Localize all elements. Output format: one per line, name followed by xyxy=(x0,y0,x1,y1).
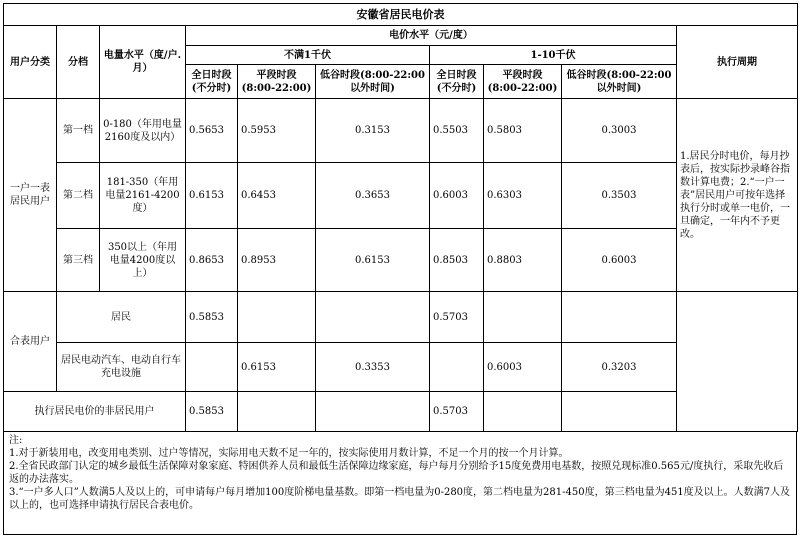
price-cell: 0.6453 xyxy=(238,163,316,229)
non-resident-name: 执行居民电价的非居民用户 xyxy=(4,392,186,432)
price-cell: 0.5703 xyxy=(430,392,484,432)
price-cell: 0.5703 xyxy=(430,292,484,343)
table-row xyxy=(4,292,798,343)
note-item: 3.“一户多人口”人数满5人及以上的，可申请每户每月增加100度阶梯电量基数。即第一档电量为0-280度，第二档电量为281-450度，第三档电量为451度及以上。人数满7人及以上的，也可选择申请执行居民合表电价。 xyxy=(9,487,791,511)
price-cell: 0.3003 xyxy=(562,99,677,163)
price-cell: 0.6003 xyxy=(562,229,677,292)
price-cell xyxy=(562,392,677,432)
header-voltage-low: 不满1千伏 xyxy=(186,46,430,65)
price-cell: 0.5653 xyxy=(186,99,238,163)
price-cell xyxy=(562,292,677,343)
price-cell: 0.6153 xyxy=(238,343,316,392)
price-cell: 0.8953 xyxy=(238,229,316,292)
header-cycle: 执行周期 xyxy=(677,26,798,99)
price-cell: 0.8653 xyxy=(186,229,238,292)
tier-name: 第一档 xyxy=(57,99,100,163)
notes-heading: 注: xyxy=(9,435,23,446)
page-title: 安徽省居民电价表 xyxy=(4,4,798,26)
table-row xyxy=(4,99,798,163)
price-cell xyxy=(186,343,238,392)
row-name: 居民 xyxy=(57,292,186,343)
tier-range: 350以上（年用电量4200度以上） xyxy=(100,229,186,292)
price-cell: 0.8503 xyxy=(430,229,484,292)
combined-meter-category: 合表用户 xyxy=(4,292,57,392)
header-consumption: 电量水平（度/户.月） xyxy=(100,26,186,99)
price-cell: 0.5503 xyxy=(430,99,484,163)
header-flat-low: 平段时段(8:00-22:00) xyxy=(238,65,316,99)
price-cell xyxy=(238,392,316,432)
price-cell: 0.3653 xyxy=(316,163,430,229)
notes-section xyxy=(3,432,797,535)
price-cell xyxy=(430,343,484,392)
price-cell: 0.3353 xyxy=(316,343,430,392)
header-allday-low: 全日时段(不分时) xyxy=(186,65,238,99)
header-flat-mid: 平段时段(8:00-22:00) xyxy=(484,65,562,99)
price-cell: 0.3153 xyxy=(316,99,430,163)
price-cell: 0.6003 xyxy=(484,343,562,392)
header-tier: 分档 xyxy=(57,26,100,99)
price-cell: 0.5953 xyxy=(238,99,316,163)
price-cell: 0.3203 xyxy=(562,343,677,392)
price-cell: 0.6303 xyxy=(484,163,562,229)
price-cell: 0.6153 xyxy=(186,163,238,229)
single-meter-category: 一户一表居民用户 xyxy=(4,99,57,292)
price-table xyxy=(3,3,798,432)
header-user-category: 用户分类 xyxy=(4,26,57,99)
tier-name: 第三档 xyxy=(57,229,100,292)
price-cell: 0.5803 xyxy=(484,99,562,163)
price-cell: 0.5853 xyxy=(186,292,238,343)
header-price-level: 电价水平（元/度） xyxy=(186,26,677,46)
header-voltage-mid: 1-10千伏 xyxy=(430,46,677,65)
price-cell xyxy=(484,292,562,343)
price-cell: 0.3503 xyxy=(562,163,677,229)
cycle-empty-cell xyxy=(677,292,798,432)
tier-range: 181-350（年用电量2161-4200度） xyxy=(100,163,186,229)
price-cell xyxy=(238,292,316,343)
tier-range: 0-180（年用电量2160度及以内） xyxy=(100,99,186,163)
price-cell: 0.6153 xyxy=(316,229,430,292)
row-name: 居民电动汽车、电动自行车充电设施 xyxy=(57,343,186,392)
price-cell xyxy=(316,392,430,432)
tier-name: 第二档 xyxy=(57,163,100,229)
cycle-description: 1.居民分时电价，每月抄表后，按实际抄录峰谷指数计算电费；2.“一户一表”居民用户可按年选择执行分时或单一电价，一旦确定，一年内不予更改。 xyxy=(677,99,798,292)
price-cell: 0.5853 xyxy=(186,392,238,432)
note-item: 1.对于新装用电，改变用电类别、过户等情况，实际用电天数不足一年的，按实际使用月数计算，不足一个月的按一个月计算。 xyxy=(9,448,569,459)
header-allday-mid: 全日时段(不分时) xyxy=(430,65,484,99)
price-cell: 0.6003 xyxy=(430,163,484,229)
price-cell xyxy=(484,392,562,432)
price-cell: 0.8803 xyxy=(484,229,562,292)
price-cell xyxy=(316,292,430,343)
header-valley-mid: 低谷时段(8:00-22:00以外时间) xyxy=(562,65,677,99)
header-valley-low: 低谷时段(8:00-22:00以外时间) xyxy=(316,65,430,99)
note-item: 2.全省民政部门认定的城乡最低生活保障对象家庭、特困供养人员和最低生活保障边缘家庭，每户每月分别给予15度免费用电基数，按照兑现标准0.565元/度执行，采取先收后返的办法落实。 xyxy=(9,461,784,485)
